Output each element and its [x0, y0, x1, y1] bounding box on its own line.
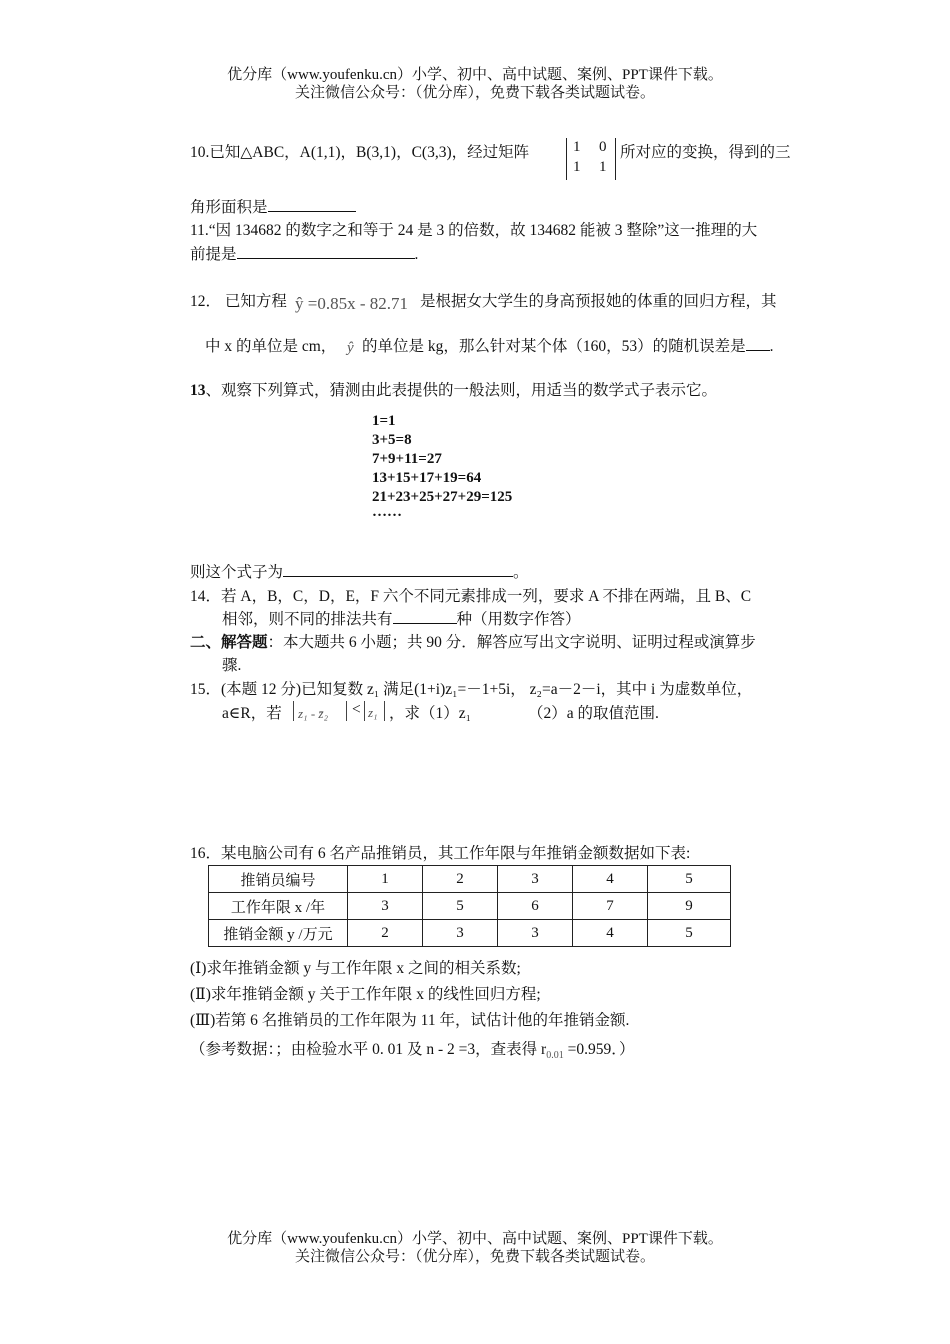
q16-table [208, 865, 731, 947]
table-cell: 5 [423, 893, 498, 920]
table-cell: 3 [423, 920, 498, 947]
footer-line-2: 关注微信公众号：（优分库），免费下载各类试题试卷。 [294, 1249, 655, 1265]
q14-line-1: 14．若 A，B，C，D，E，F 六个不同元素排成一列，要求 A 不排在两端，且 B、C [190, 588, 752, 605]
q12-label: 12． 已知方程 [190, 293, 287, 310]
q13-eq-4: 13+15+17+19=64 [372, 470, 482, 486]
q13-eq-3: 7+9+11=27 [372, 451, 442, 467]
table-cell: 2 [348, 920, 423, 947]
q16-ref-sub: 0.01 [546, 1050, 564, 1062]
abs-bar-left-1 [293, 701, 294, 721]
q11-line2-a: 前提是 [190, 246, 237, 263]
q13-text: 、观察下列算式，猜测由此表提供的一般法则，用适当的数学式子表示它。 [205, 382, 718, 399]
q13-eq-2: 3+5=8 [372, 432, 412, 448]
q14-line-2 [222, 607, 581, 629]
table-row [209, 893, 731, 920]
matrix-a11: 1 [573, 139, 581, 155]
table-cell: 4 [573, 920, 648, 947]
q12-text-a: 是根据女大学生的身高预报她的体重的回归方程，其 [420, 293, 777, 310]
q11-line2-end: . [414, 246, 419, 263]
q15-abs-z1: z₁ [368, 705, 378, 720]
q13-eq-ellipsis: …… [372, 504, 402, 520]
q14-answer-blank [393, 609, 457, 624]
q13-answer-blank [283, 562, 513, 577]
table-cell: 3 [498, 920, 573, 947]
q10-text-c: 角形面积是 [190, 199, 268, 216]
q15-lt: < [352, 701, 361, 718]
q16-part-3: (Ⅲ)若第 6 名推销员的工作年限为 11 年，试估计他的年推销金额. [190, 1012, 630, 1029]
table-header-cell: 工作年限 x /年 [209, 893, 348, 920]
q12-answer-blank [746, 336, 770, 351]
q11-answer-blank [237, 244, 415, 259]
q15-line2-b: ，求（1）z₁ [389, 705, 472, 722]
abs-bar-left-2 [364, 701, 365, 721]
q16-reference [190, 1037, 634, 1061]
q15-line2-a: a∈R，若 [222, 705, 282, 722]
header-line-2: 关注微信公众号：（优分库），免费下载各类试题试卷。 [294, 85, 655, 101]
q16-ref-end: =0.959．） [563, 1041, 635, 1058]
abs-bar-right-2 [384, 701, 385, 721]
table-row [209, 866, 731, 893]
q10-text-b: 所对应的变换，得到的三 [620, 144, 791, 161]
q13-eq-1: 1=1 [372, 413, 396, 429]
q11-line-1: 11.“因 134682 的数字之和等于 24 是 3 的倍数，故 134682 能被 3 整除”这一推理的大 [190, 222, 758, 239]
section2-line-2: 骤. [222, 657, 242, 674]
section2-text: ：本大题共 6 小题；共 90 分．解答应写出文字说明、证明过程或演算步 [267, 634, 756, 651]
section2-line-1 [190, 630, 756, 652]
table-cell: 5 [648, 866, 731, 893]
table-cell: 4 [573, 866, 648, 893]
q13-eq-5: 21+23+25+27+29=125 [372, 489, 513, 505]
table-cell: 7 [573, 893, 648, 920]
table-cell: 2 [423, 866, 498, 893]
q16-part-2: (Ⅱ)求年推销金额 y 关于工作年限 x 的线性回归方程; [190, 986, 541, 1003]
abs-bar-right-1 [346, 701, 347, 721]
q13-answer-a: 则这个式子为 [190, 564, 284, 581]
q15-expr: z₁ - z̄₂ [298, 706, 328, 721]
q13-number: 13 [190, 382, 206, 399]
matrix-a12: 0 [599, 139, 607, 155]
q10-line-2 [190, 195, 356, 217]
q12-yhat: ŷ [347, 340, 354, 356]
matrix-a21: 1 [573, 159, 581, 175]
table-header-cell: 推销金额 y /万元 [209, 920, 348, 947]
matrix-a22: 1 [599, 159, 607, 175]
q10-matrix [566, 138, 616, 180]
q12-text-c: 的单位是 kg，那么针对某个体（160，53）的随机误差是 [362, 338, 746, 355]
q16-intro: 16．某电脑公司有 6 名产品推销员，其工作年限与年推销金额数据如下表: [190, 845, 691, 862]
header-line-1: 优分库（www.youfenku.cn）小学、初中、高中试题、案例、PPT课件下载。 [227, 67, 723, 83]
q10-text-a: 10.已知△ABC，A(1,1)，B(3,1)，C(3,3)，经过矩阵 [190, 144, 530, 161]
q15-line-1: 15．(本题 12 分)已知复数 z₁ 满足(1+i)z₁=－1+5i， z₂=a－2－i，其中 i 为虚数单位， [190, 681, 753, 698]
q15-line2-c: （2）a 的取值范围. [528, 705, 659, 722]
table-cell: 3 [348, 893, 423, 920]
q11-line-2 [190, 242, 418, 264]
q12-text-end: . [769, 338, 774, 355]
q12-text-b: 中 x 的单位是 cm， [205, 338, 337, 355]
q13-answer-line [190, 560, 529, 582]
table-header-cell: 推销员编号 [209, 866, 348, 893]
footer-line-1: 优分库（www.youfenku.cn）小学、初中、高中试题、案例、PPT课件下载。 [227, 1231, 723, 1247]
table-row [209, 920, 731, 947]
q12-line-end [362, 334, 774, 356]
section2-title: 二、解答题 [190, 634, 268, 651]
q13-prompt [190, 378, 717, 400]
q13-answer-end: 。 [513, 564, 529, 581]
table-cell: 3 [498, 866, 573, 893]
table-cell: 1 [348, 866, 423, 893]
table-cell: 5 [648, 920, 731, 947]
q16-part-1: (Ⅰ)求年推销金额 y 与工作年限 x 之间的相关系数; [190, 960, 521, 977]
q12-equation: ŷ =0.85x - 82.71 [295, 294, 408, 313]
q16-ref-text: （参考数据：；由检验水平 0. 01 及 n - 2 =3，查表得 r [190, 1041, 547, 1058]
q10-answer-blank [268, 197, 356, 212]
q14-line2-b: 种（用数字作答） [456, 611, 581, 628]
q14-line2-a: 相邻，则不同的排法共有 [222, 611, 393, 628]
table-cell: 9 [648, 893, 731, 920]
table-cell: 6 [498, 893, 573, 920]
